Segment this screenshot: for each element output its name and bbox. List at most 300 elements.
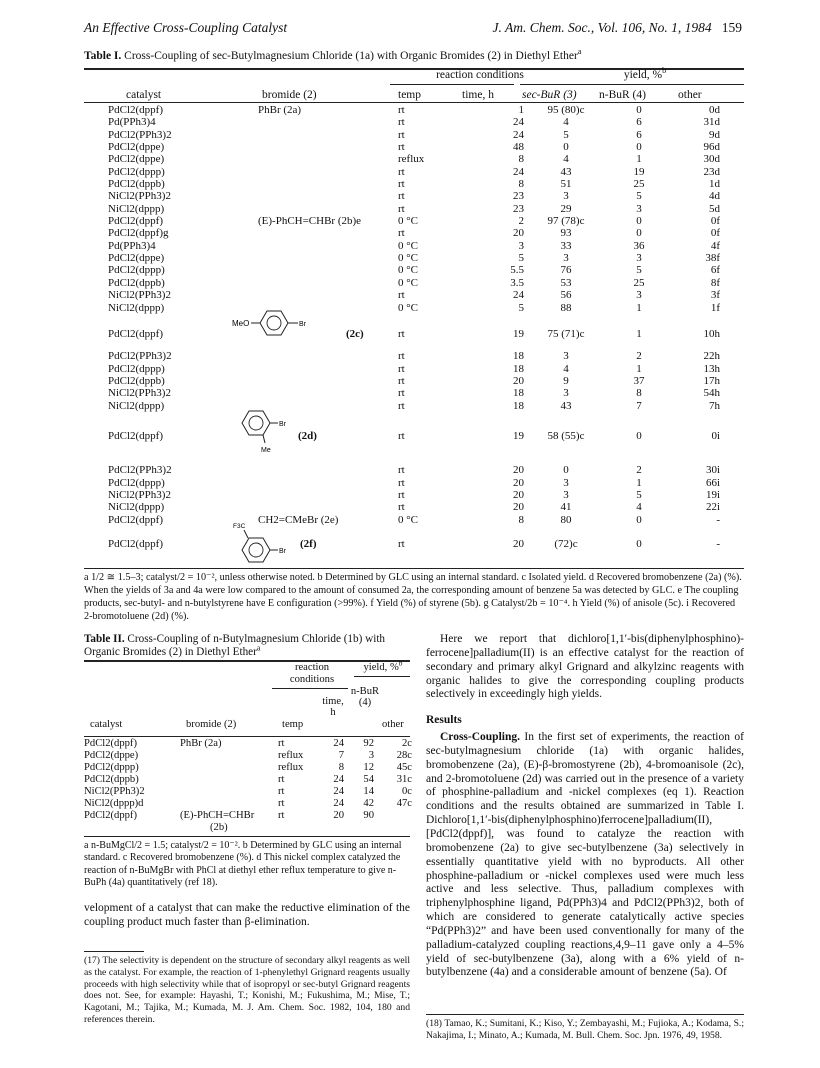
- table1-cell-oth: 17h: [703, 374, 720, 387]
- table1-cell-cat: Pd(PPh3)4: [108, 116, 156, 129]
- table1-cell-oth: 10h: [703, 327, 720, 340]
- table1-cell-time: 5: [518, 252, 524, 265]
- table1-row: [108, 400, 720, 412]
- table1-cell-br: [258, 166, 398, 178]
- table1-cell-sec: 3: [563, 252, 569, 265]
- table2-col-bromide: bromide (2): [186, 719, 237, 730]
- table2-row: [84, 822, 412, 834]
- table1-row: [108, 104, 720, 116]
- right-column-text: [426, 633, 744, 980]
- table1-cell-sec: 95 (80)c: [547, 104, 585, 116]
- table1-row: [108, 289, 720, 301]
- table2-group-rule-yield: [354, 676, 410, 677]
- table1-cell-sec: 29: [560, 202, 572, 215]
- table1-cell-nbu: 0: [636, 141, 642, 154]
- table2-cell-y: 12: [363, 762, 374, 773]
- table1-row: [108, 514, 720, 526]
- table1-cell-nbu: 4: [636, 501, 642, 514]
- table1-cell-time: 20: [513, 464, 524, 477]
- table1-cell-temp: rt: [398, 165, 405, 178]
- table1-cell-oth: 4f: [710, 239, 720, 252]
- table2-cell-cat: NiCl2(dppp)d: [84, 798, 144, 809]
- table1-cell-sec: 41: [560, 501, 572, 514]
- table2-cell-oth: 28c: [396, 750, 412, 761]
- table1-cell-time: 3: [518, 239, 524, 252]
- table1-cell-oth: 7h: [709, 399, 720, 412]
- table1-row: [108, 252, 720, 264]
- table1-body: [108, 104, 720, 550]
- table2-cell-time: 24: [333, 774, 344, 785]
- table2-cell-temp: rt: [278, 810, 285, 821]
- table1-cell-oth: 0f: [710, 227, 720, 240]
- table1-cell-cat: PdCl2(dppp): [108, 362, 165, 375]
- table1-cell-cat: PdCl2(dppe): [108, 141, 165, 154]
- table1-cell-cat: PdCl2(dppf): [108, 215, 163, 228]
- table1-cell-oth: 30d: [703, 153, 720, 166]
- struct-br-label: Br: [299, 321, 306, 328]
- table1-col-nbu: n-BuR (4): [599, 89, 646, 101]
- table1-cell-sec: 0: [563, 141, 569, 154]
- table2-cell-br: [180, 774, 278, 786]
- table1-cell-nbu: 2: [636, 350, 642, 363]
- table2-col-time: time, h: [322, 696, 344, 718]
- table1-cell-oth: 0f: [710, 215, 720, 228]
- table2-cell-br: [180, 762, 278, 774]
- table1-cell-time: 1: [518, 104, 524, 116]
- table1-cell-cat: PdCl2(dppf): [108, 327, 163, 340]
- table2-cell-temp: [278, 822, 320, 834]
- table1-cell-sec: 53: [560, 276, 572, 289]
- table2-cell-oth: 47c: [396, 798, 412, 809]
- table1-cell-time: 20: [513, 501, 524, 514]
- struct-me-label: Me: [261, 447, 271, 454]
- table1-footnotes: a 1/2 ≅ 1.5–3; catalyst/2 = 10⁻², unless otherwise noted. b Determined by GLC using an internal standard. c Isolated yield. d Recovered bromobenzene (2a) (%). When the yields of 3a and 4a were low compared to the amount of consumed 2a, the corresponding amount of benzene 5a was detected by GLC. e The coupling products, sec-butyl- and n-butylstyrene have E configuration (>99%). f Yield (%) of styrene (5b). g Catalyst/2b = 10⁻⁴. h Yield (%) of anisole (5c). i Recovered 2-bromotoluene (2d) (%).: [84, 572, 742, 622]
- table1-row: [108, 363, 720, 375]
- table1-cell-cat: Pd(PPh3)4: [108, 239, 156, 252]
- table1-cell-br: (2f): [300, 537, 317, 550]
- table1-cell-oth: 96d: [703, 141, 720, 154]
- table1-cell-time: 20: [513, 476, 524, 489]
- table1-cell-time: 24: [513, 165, 524, 178]
- table1-cell-sec: 3: [563, 190, 569, 203]
- table1-cell-nbu: 3: [636, 202, 642, 215]
- table1-caption-note: a: [577, 47, 582, 57]
- table1-cell-oth: 1f: [710, 301, 720, 314]
- table2-cell-time: 24: [333, 798, 344, 809]
- table1-cell-cat: NiCl2(PPh3)2: [108, 387, 171, 400]
- table2-group-yield-label: yield, %: [363, 662, 399, 673]
- table1-cell-time: 23: [513, 190, 524, 203]
- table1-cell-cat: PdCl2(PPh3)2: [108, 464, 172, 477]
- table1-cell-temp: 0 °C: [398, 513, 418, 526]
- table1-cell-sec: 4: [563, 153, 569, 166]
- table1-cell-temp: rt: [398, 387, 405, 400]
- table1-cell-cat: NiCl2(dppp): [108, 501, 165, 514]
- table1-row: [108, 240, 720, 252]
- table1-cell-temp: 0 °C: [398, 215, 418, 228]
- table1-cell-cat: PdCl2(dppp): [108, 165, 165, 178]
- table1-cell-sec: 33: [560, 239, 572, 252]
- table1-cell-temp: rt: [398, 327, 405, 340]
- table1-cell-oth: 3f: [710, 289, 720, 302]
- table1-cell-br: PhBr (2a): [258, 104, 302, 116]
- table1-cell-br: [258, 203, 398, 215]
- table1-cell-oth: 6f: [710, 264, 720, 277]
- running-head-right: [493, 20, 743, 36]
- table1-spacer: [108, 412, 720, 430]
- table1-cell-oth: 8f: [710, 276, 720, 289]
- table1-row: [108, 141, 720, 153]
- table1-cell-temp: rt: [398, 501, 405, 514]
- table1-cell-sec: 9: [563, 374, 569, 387]
- table1-cell-oth: 66i: [705, 476, 720, 489]
- running-head-left: An Effective Cross-Coupling Catalyst: [84, 20, 288, 35]
- footnote-separator-right: [426, 1014, 744, 1015]
- table1-cell-time: 18: [513, 399, 524, 412]
- table1-cell-cat: NiCl2(PPh3)2: [108, 190, 171, 203]
- struct-meo-label: MeO: [232, 319, 250, 328]
- table1-cell-br: [258, 264, 398, 276]
- table1-cell-cat: PdCl2(dppf): [108, 537, 163, 550]
- table2-body: [84, 738, 412, 834]
- table1-cell-br: [258, 153, 398, 165]
- results-lead: Cross-Coupling.: [440, 731, 520, 744]
- table1-cell-cat: NiCl2(dppp): [108, 301, 165, 314]
- table1-cell-sec: 3: [563, 387, 569, 400]
- table2-cell-temp: rt: [278, 786, 285, 797]
- table1-cell-time: 8: [518, 153, 524, 166]
- table1-cell-nbu: 5: [636, 190, 642, 203]
- table2-cell-time: 24: [333, 786, 344, 797]
- table1-cell-temp: rt: [398, 141, 405, 154]
- table2-cell-time: [320, 822, 344, 834]
- footnote-18: (18) Tamao, K.; Sumitani, K.; Kiso, Y.; Zembayashi, M.; Fujioka, A.; Kodama, S.; Nakajima, I.; Minato, A.; Kumada, M. Bull. Chem. Soc. Jpn. 1976, 49, 1958.: [426, 1018, 744, 1041]
- table2-group-rule-conditions: [272, 688, 348, 689]
- table2-cell-time: 7: [338, 750, 344, 761]
- intro-paragraph: Here we report that dichloro[1,1′-bis(diphenylphosphino)-ferrocene]palladium(II) is an effective catalyst for the reaction of secondary and primary alkyl Grignard and alkylzinc reagents with organic halides to give the corresponding coupling products selectively in exceedingly high yields.: [426, 633, 744, 701]
- table1-spacer: [108, 526, 720, 538]
- table1-cell-cat: PdCl2(dppe): [108, 153, 165, 166]
- table2-cell-br: [180, 750, 278, 762]
- table1-row: [108, 129, 720, 141]
- table1-cell-br: (E)-PhCH=CHBr (2b)e: [258, 215, 362, 228]
- footnote-17: (17) The selectivity is dependent on the structure of secondary alkyl reagents as well as the catalyst. For example, the reaction of 1-phenylethyl Grignard reagents usually proceeds with high selectivity while that of isopropyl or sec-butyl Grignard reagents does not. See, for example: Hayashi, T.; Konishi, M.; Fukushima, M.; Mise, T.; Kagotani, M.; Tajika, M.; Kumada, M. J. Am. Chem. Soc. 1982, 104, 180 and references therein.: [84, 955, 410, 1025]
- table1-row: [108, 178, 720, 190]
- table1-row: [108, 302, 720, 314]
- table2-cell-br: [180, 798, 278, 810]
- table1-cell-sec: 80: [560, 513, 572, 526]
- table1-cell-cat: PdCl2(dppb): [108, 374, 165, 387]
- table2-cell-cat: PdCl2(dppf): [84, 738, 137, 749]
- table1-cell-sec: 97 (78)c: [547, 215, 585, 228]
- table2-cell-cat: PdCl2(dppe): [84, 750, 139, 761]
- table1-cell-temp: rt: [398, 227, 405, 240]
- table2-row: [84, 762, 412, 774]
- table1-row: [108, 387, 720, 399]
- table1-cell-time: 20: [513, 227, 524, 240]
- table2-cell-y: 42: [363, 798, 374, 809]
- table1-cell-temp: 0 °C: [398, 252, 418, 265]
- table2-cell-temp: rt: [278, 798, 285, 809]
- table1-cell-oth: -: [716, 537, 720, 550]
- table1-cell-time: 5.5: [510, 264, 524, 277]
- table1-row: [108, 264, 720, 276]
- results-paragraph: [426, 731, 744, 980]
- table1-cell-time: 3.5: [510, 276, 524, 289]
- table1-row: [108, 227, 720, 239]
- table1-cell-time: 20: [513, 374, 524, 387]
- table1-cell-sec: 43: [560, 399, 572, 412]
- table1-cell-temp: rt: [398, 476, 405, 489]
- table2-label: Table II.: [84, 633, 125, 645]
- table1-cell-br: (2c): [346, 327, 364, 340]
- table1-cell-time: 20: [513, 537, 524, 550]
- table1-cell-nbu: 1: [636, 301, 642, 314]
- table2-cell-br: (E)-PhCH=CHBr: [180, 810, 255, 821]
- table1-row: [108, 477, 720, 489]
- results-body: In the first set of experiments, the reaction of sec-butylmagnesium chloride (1a) with organic halides, bromobenzene (2a), (E)-β-bromostyrene (2b), 4-bromoanisole (2c), and 2-bromotoluene (2d) was carried out in the presence of a variety of phosphine-palladium and -nickel complexes (eq 1). Reaction conditions and the results obtained are summarized in Table I. Dichloro[1,1′-bis(diphenylphosphino)ferrocene]palladium(II), [PdCl2(dppf)], was found to catalyze the reaction with bromobenzene (2a) to give sec-butylbenzene (3a) selectively in essentially quantitative yield with no byproducts. All other phosphine-palladium or -nickel complexes used were much less active and less selective. Thus, palladium complexes with triphenylphosphine ligand, Pd(PPh3)4 and PdCl2(PPh3)2, both of which are considered to generate catalytically active species “Pd(PPh3)2” and have been used conventionally for many of the palladium-catalyzed coupling reactions,4,9–11 gave only a 4–5% yield of sec-butylbenzene (3a), along with a 6% yield of n-butylbenzene (4a) and a considerable amount of benzene (5a). Of: [426, 731, 745, 979]
- table2-header: [84, 686, 410, 736]
- table1-cell-br: [258, 489, 398, 501]
- table2-cell-oth: 31c: [396, 774, 412, 785]
- table1-cell-temp: rt: [398, 104, 405, 116]
- table2-cell-y: 3: [368, 750, 374, 761]
- table1-cell-cat: PdCl2(dppf): [108, 513, 163, 526]
- table1-cell-br: [258, 116, 398, 128]
- table1-cell-temp: rt: [398, 350, 405, 363]
- table1-cell-nbu: 3: [636, 289, 642, 302]
- table1-group-rule-yield: [520, 84, 744, 85]
- table1-cell-temp: rt: [398, 116, 405, 129]
- table1-cell-cat: PdCl2(dppf): [108, 429, 163, 442]
- table1-cell-nbu: 37: [633, 374, 645, 387]
- table1-cell-time: 18: [513, 362, 524, 375]
- table1-cell-nbu: 2: [636, 464, 642, 477]
- table1-cell-nbu: 0: [636, 429, 642, 442]
- table1-cell-time: 18: [513, 350, 524, 363]
- table1-cell-nbu: 0: [636, 104, 642, 116]
- trifluoromethylbromobenzene-structure: [232, 520, 302, 570]
- table2-cell-y: 90: [363, 810, 374, 821]
- table2-caption-text: Cross-Coupling of n-Butylmagnesium Chloride (1b) with Organic Bromides (2) in Diethyl Ether: [84, 633, 386, 658]
- table1-cell-nbu: 36: [633, 239, 645, 252]
- table2-footnotes: a n-BuMgCl/2 = 1.5; catalyst/2 = 10⁻². b Determined by GLC using an internal standard. c Recovered bromobenzene (%). d This nickel complex catalyzed the reaction of n-BuMgBr with PhCl at diethyl ether reflux temperature to give n-BuPh (4a) quantitatively (ref 18).: [84, 840, 402, 888]
- journal-citation: J. Am. Chem. Soc., Vol. 106, No. 1, 1984: [492, 20, 712, 35]
- table1-cell-nbu: 0: [636, 537, 642, 550]
- table1-group-yield: [590, 66, 700, 81]
- table1-cell-oth: 4d: [709, 190, 720, 203]
- table1-cell-temp: 0 °C: [398, 239, 418, 252]
- table1-cell-nbu: 6: [636, 128, 642, 141]
- table2-cell-cat: PdCl2(dppf): [84, 810, 137, 821]
- table2-cell-y: 54: [363, 774, 374, 785]
- table1-cell-cat: PdCl2(dppf): [108, 104, 163, 116]
- table1-col-bromide: bromide (2): [262, 89, 317, 101]
- table1-cell-sec: 76: [560, 264, 572, 277]
- struct-f3c-label: F3C: [233, 523, 246, 530]
- table1-cell-oth: 0i: [711, 429, 720, 442]
- table1-cell-nbu: 0: [636, 513, 642, 526]
- table1-cell-time: 19: [513, 327, 524, 340]
- table1-cell-oth: 9d: [709, 128, 720, 141]
- table1-cell-nbu: 0: [636, 227, 642, 240]
- table1-cell-cat: NiCl2(PPh3)2: [108, 488, 171, 501]
- results-heading: Results: [426, 714, 462, 727]
- table1-cell-nbu: 1: [636, 476, 642, 489]
- table1-group-yield-note: b: [662, 66, 667, 76]
- table1-cell-oth: 38f: [705, 252, 720, 265]
- table1-cell-sec: 93: [560, 227, 572, 240]
- table1-cell-br: [258, 477, 398, 489]
- table2-group-conditions: reaction conditions: [289, 662, 335, 685]
- page-number: 159: [721, 20, 742, 35]
- table1-cell-temp: rt: [398, 202, 405, 215]
- table1-cell-br: [258, 501, 398, 513]
- table2-cell-temp: reflux: [278, 762, 304, 773]
- table1-spacer: [108, 340, 720, 350]
- table1-cell-sec: 43: [560, 165, 572, 178]
- table1-cell-temp: rt: [398, 537, 405, 550]
- table2-cell-oth: 0c: [402, 786, 412, 797]
- table1-cell-cat: NiCl2(dppp): [108, 202, 165, 215]
- table1-label: Table I.: [84, 50, 122, 62]
- table1-cell-br: [258, 240, 398, 252]
- table2-group-yield: [357, 658, 409, 673]
- table1-group-conditions: reaction conditions: [436, 69, 524, 81]
- table1-cell-br: [258, 252, 398, 264]
- table1-cell-temp: rt: [398, 190, 405, 203]
- table2-caption-note: a: [256, 643, 261, 653]
- table1-cell-temp: 0 °C: [398, 301, 418, 314]
- table1-cell-cat: NiCl2(dppp): [108, 399, 165, 412]
- table1-cell-temp: rt: [398, 488, 405, 501]
- table1-cell-oth: 0d: [709, 104, 720, 116]
- table1-cell-time: 5: [518, 301, 524, 314]
- table2-cell-time: 20: [333, 810, 344, 821]
- table1-cell-cat: PdCl2(dppp): [108, 264, 165, 277]
- table1-cell-oth: 22h: [703, 350, 720, 363]
- table1-row: [108, 166, 720, 178]
- table1-cell-br: [258, 387, 398, 399]
- table2-cell-oth: 45c: [396, 762, 412, 773]
- table1-cell-br: [258, 141, 398, 153]
- table1-cell-br: [258, 464, 398, 476]
- table2-cell-oth: 2c: [402, 738, 412, 749]
- struct-br-label: Br: [279, 548, 286, 555]
- table1-row: [108, 153, 720, 165]
- table1-cell-nbu: 8: [636, 387, 642, 400]
- table1-col-temp: temp: [398, 89, 421, 101]
- table1-cell-cat: PdCl2(dppe): [108, 252, 165, 265]
- table2-row: [84, 810, 412, 822]
- table1-cell-sec: 4: [563, 362, 569, 375]
- table1-cell-cat: PdCl2(dppb): [108, 178, 165, 191]
- table1-cell-time: 8: [518, 178, 524, 191]
- struct-br-label: Br: [279, 421, 286, 428]
- table2-row: [84, 750, 412, 762]
- table1-cell-oth: 22i: [705, 501, 720, 514]
- table1-cell-temp: rt: [398, 464, 405, 477]
- table1-cell-oth: -: [716, 513, 720, 526]
- table1-row: [108, 277, 720, 289]
- table1-row: [108, 538, 720, 550]
- table1-col-sec: sec-BuR (3): [522, 89, 577, 101]
- table1-cell-br: [258, 363, 398, 375]
- table1-cell-temp: 0 °C: [398, 276, 418, 289]
- table1-cell-time: 20: [513, 488, 524, 501]
- table2-cell-time: 24: [333, 738, 344, 749]
- table2-row: [84, 738, 412, 750]
- anisole-bromide-structure: [232, 307, 352, 337]
- table1-cell-nbu: 25: [633, 178, 645, 191]
- table1-cell-time: 19: [513, 429, 524, 442]
- table1-cell-time: 18: [513, 387, 524, 400]
- table1-cell-cat: NiCl2(PPh3)2: [108, 289, 171, 302]
- table1-cell-nbu: 0: [636, 215, 642, 228]
- table1-cell-sec: 3: [563, 476, 569, 489]
- table2-col-catalyst: catalyst: [90, 719, 123, 730]
- table2-col-temp: temp: [282, 719, 304, 730]
- table1-cell-sec: (72)c: [554, 537, 578, 550]
- table1-cell-oth: 31d: [703, 116, 720, 129]
- table1-cell-time: 2: [518, 215, 524, 228]
- table2-bottom-rule: [84, 836, 410, 837]
- table1-cell-sec: 0: [563, 464, 569, 477]
- table1-cell-nbu: 1: [636, 327, 642, 340]
- table1-cell-sec: 3: [563, 350, 569, 363]
- table1-col-catalyst: catalyst: [126, 89, 162, 101]
- table1-cell-nbu: 7: [636, 399, 642, 412]
- table2-header-rule: [84, 736, 410, 737]
- table1-col-time: time, h: [462, 89, 494, 101]
- table1-cell-time: 8: [518, 513, 524, 526]
- table1-cell-br: [258, 190, 398, 202]
- table2-row: [84, 798, 412, 810]
- table1-cell-nbu: 1: [636, 362, 642, 375]
- table1-row: [108, 375, 720, 387]
- table2-cell-cat: PdCl2(dppb): [84, 774, 139, 785]
- table1-cell-nbu: 6: [636, 116, 642, 129]
- table1-group-yield-label: yield, %: [623, 69, 663, 81]
- table1-group-rule-conditions: [390, 84, 514, 85]
- table1-caption: [84, 47, 582, 62]
- table1-cell-cat: PdCl2(dppp): [108, 476, 165, 489]
- table1-cell-time: 24: [513, 289, 524, 302]
- table2-cell-oth: [374, 822, 412, 834]
- table1-cell-sec: 3: [563, 488, 569, 501]
- table1-cell-sec: 4: [563, 116, 569, 129]
- table1-row: [108, 489, 720, 501]
- table2-cell-cat: [84, 822, 180, 834]
- table1-row: [108, 501, 720, 513]
- table1-spacer: [108, 314, 720, 328]
- table1-cell-sec: 75 (71)c: [547, 327, 585, 340]
- table1-cell-nbu: 25: [633, 276, 645, 289]
- table1-cell-br: [258, 227, 398, 239]
- table2-caption: [84, 633, 414, 659]
- table1-cell-temp: rt: [398, 289, 405, 302]
- table1-cell-cat: PdCl2(dppb): [108, 276, 165, 289]
- table1-cell-oth: 5d: [709, 202, 720, 215]
- table2-cell-temp: reflux: [278, 750, 304, 761]
- table1-cell-time: 23: [513, 202, 524, 215]
- table2-cell-y: 92: [363, 738, 374, 749]
- table1-cell-sec: 58 (55)c: [547, 429, 585, 442]
- table1-cell-sec: 56: [560, 289, 572, 302]
- table2-row: [84, 786, 412, 798]
- table1-cell-oth: 23d: [703, 165, 720, 178]
- table2-cell-br: (2b): [210, 822, 228, 833]
